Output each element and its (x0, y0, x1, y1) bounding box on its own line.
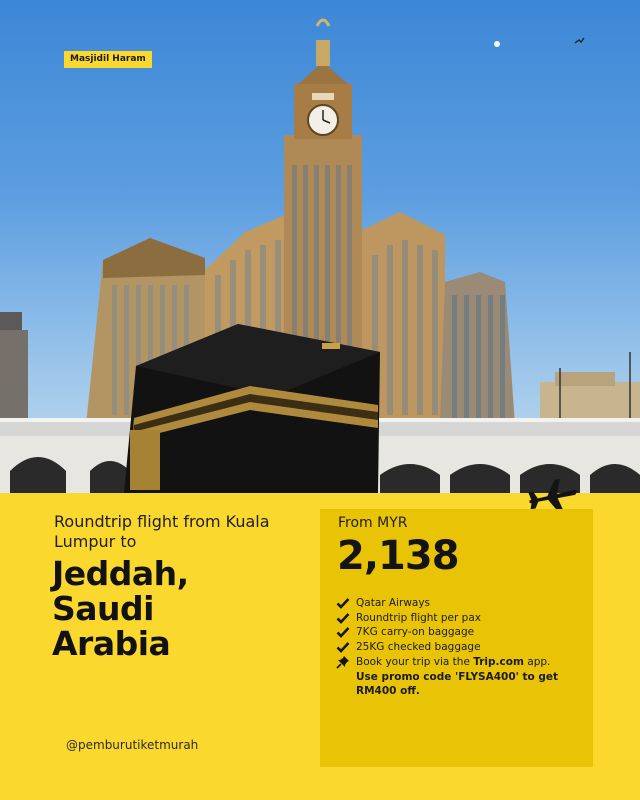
promo-brand: Trip.com (473, 656, 524, 668)
feature-text: Roundtrip flight per pax (356, 611, 481, 624)
pin-icon (336, 655, 350, 669)
destination-line: Saudi (52, 589, 154, 628)
feature-item (336, 611, 588, 626)
destination-line: Arabia (52, 624, 171, 663)
destination-title (52, 556, 312, 661)
check-icon (336, 596, 350, 610)
feature-text: Qatar Airways (356, 597, 431, 609)
price-card (320, 509, 593, 767)
feature-list (336, 596, 588, 699)
promo-item (336, 655, 588, 699)
promo-code-line: Use promo code 'FLYSA400' to get RM400 off. (356, 670, 559, 697)
promo-text-after: app. (523, 656, 551, 668)
social-handle: @pemburutiketmurah (66, 738, 199, 752)
feature-item (336, 640, 588, 655)
feature-item (336, 596, 588, 611)
feature-text: 7KG carry-on baggage (356, 626, 475, 638)
feature-text: 25KG checked baggage (356, 640, 481, 653)
check-icon (336, 611, 350, 625)
check-icon (336, 640, 350, 654)
price-value: 2,138 (337, 533, 459, 579)
check-icon (336, 625, 350, 639)
price-from-label: From MYR (338, 515, 408, 531)
route-subtitle: Roundtrip flight from Kuala Lumpur to (54, 512, 270, 551)
feature-item (336, 625, 588, 640)
destination-line: Jeddah, (52, 554, 189, 593)
promo-text-before: Book your trip via the (356, 656, 474, 668)
location-tag: Masjidil Haram (64, 51, 152, 68)
